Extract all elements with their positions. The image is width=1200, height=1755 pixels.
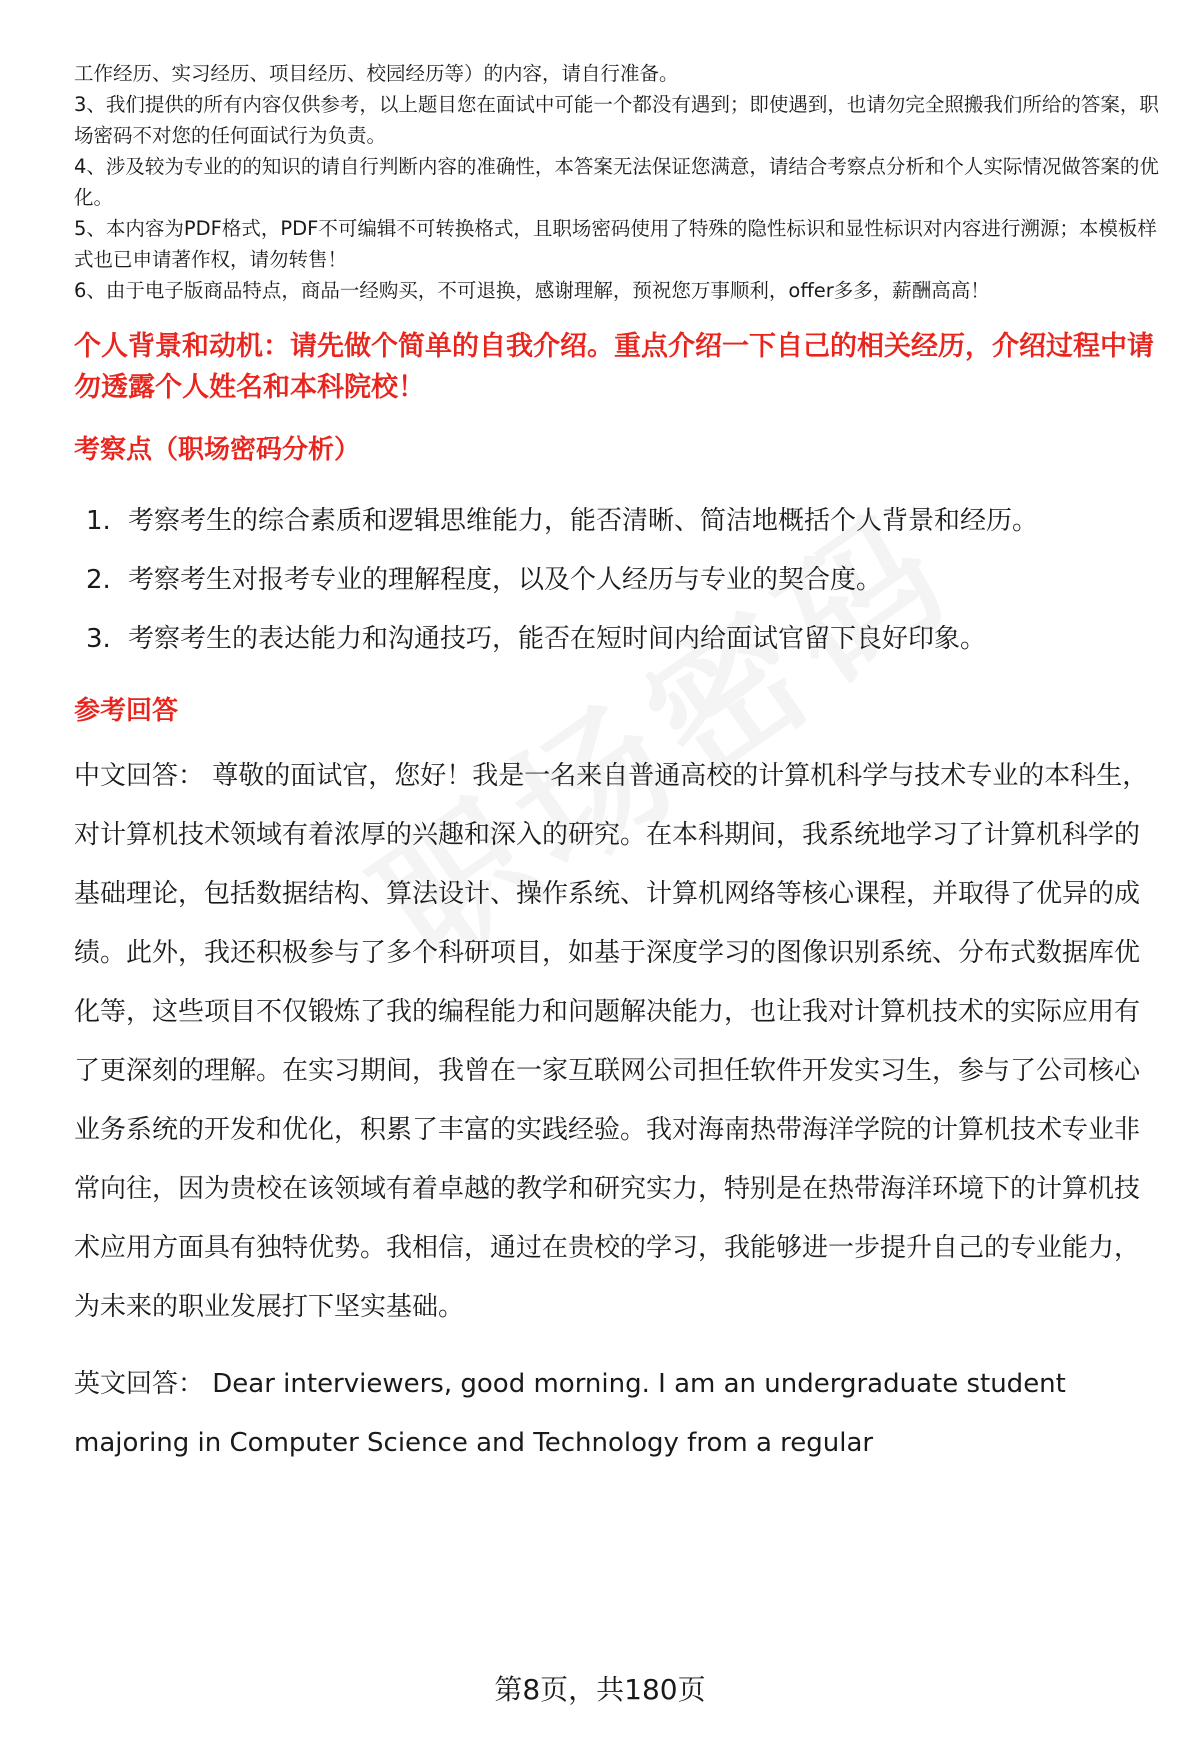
list-number: 1. (86, 506, 111, 536)
document-page (74, 58, 1164, 1473)
note-line: 5、本内容为PDF格式，PDF不可编辑不可转换格式，且职场密码使用了特殊的隐性标识和显性标识对内容进行溯源；本模板样式也已申请著作权，请勿转售！ (74, 217, 1157, 271)
list-number: 3. (86, 624, 111, 654)
list-number: 2. (86, 565, 111, 595)
list-text: 考察考生的综合素质和逻辑思维能力，能否清晰、简洁地概括个人背景和经历。 (128, 506, 1039, 536)
note-line: 6、由于电子版商品特点，商品一经购买，不可退换，感谢理解，预祝您万事顺利，offer多多，薪酬高高！ (74, 279, 990, 302)
note-line: 工作经历、实习经历、项目经历、校园经历等）的内容，请自行准备。 (74, 62, 679, 85)
note-line: 3、我们提供的所有内容仅供参考，以上题目您在面试中可能一个都没有遇到；即使遇到，也请勿完全照搬我们所给的答案，职场密码不对您的任何面试行为负责。 (74, 93, 1159, 147)
list-text: 考察考生的表达能力和沟通技巧，能否在短时间内给面试官留下良好印象。 (128, 624, 987, 654)
page-number: 第8页，共180页 (494, 1673, 706, 1706)
list-item (74, 492, 1164, 551)
chinese-answer: 中文回答： 尊敬的面试官，您好！我是一名来自普通高校的计算机科学与技术专业的本科生，对计算机技术领域有着浓厚的兴趣和深入的研究。在本科期间，我系统地学习了计算机科学的基础理论，包括数据结构、算法设计、操作系统、计算机网络等核心课程，并取得了优异的成绩。此外，我还积极参与了多个科研项目，如基于深度学习的图像识别系统、分布式数据库优化等，这些项目不仅锻炼了我的编程能力和问题解决能力，也让我对计算机技术的实际应用有了更深刻的理解。在实习期间，我曾在一家互联网公司担任软件开发实习生，参与了公司核心业务系统的开发和优化，积累了丰富的实践经验。我对海南热带海洋学院的计算机技术专业非常向往，因为贵校在该领域有着卓越的教学和研究实力，特别是在热带海洋环境下的计算机技术应用方面具有独特优势。我相信，通过在贵校的学习，我能够进一步提升自己的专业能力，为未来的职业发展打下坚实基础。 (74, 761, 1149, 1322)
list-text: 考察考生对报考专业的理解程度，以及个人经历与专业的契合度。 (128, 565, 883, 595)
question-title: 个人背景和动机：请先做个简单的自我介绍。重点介绍一下自己的相关经历，介绍过程中请勿透露个人姓名和本科院校！ (74, 331, 1154, 403)
note-line: 4、涉及较为专业的的知识的请自行判断内容的准确性，本答案无法保证您满意，请结合考察点分析和个人实际情况做答案的优化。 (74, 155, 1159, 209)
analysis-heading: 考察点（职场密码分析） (74, 435, 361, 465)
analysis-points (74, 492, 1164, 669)
disclaimer-notes (74, 58, 1164, 306)
english-answer: 英文回答： Dear interviewers, good morning. I am an undergraduate student majoring in Computer Science and Technology from a regular (74, 1369, 1066, 1458)
list-item (74, 610, 1164, 669)
list-item (74, 551, 1164, 610)
reference-heading: 参考回答 (74, 696, 179, 726)
